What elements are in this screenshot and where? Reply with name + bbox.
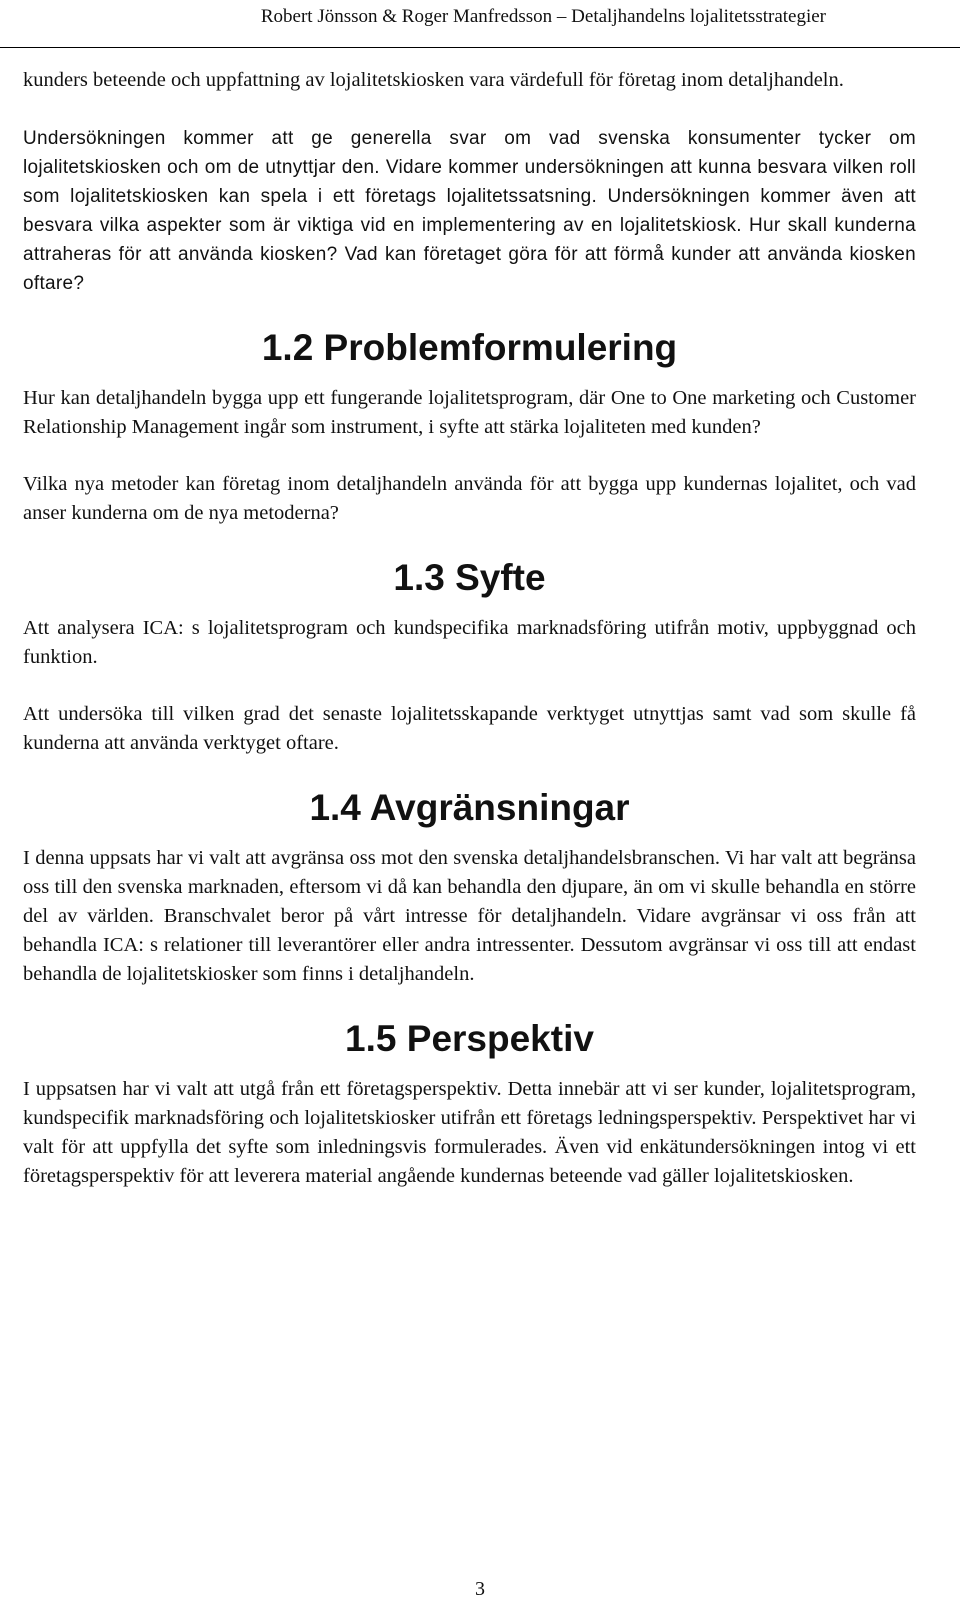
- intro-paragraph: Undersökningen kommer att ge generella svar om vad svenska konsumenter tycker om lojalitetskiosken och om de utnyttjar den. Vidare kommer undersökningen att kunna besvara vilken roll som lojalitetskiosken kan spela i ett företags lojalitetssatsning. Undersökningen kommer även att besvara vilka aspekter som är viktiga vid en implementering av en lojalitetskiosk. Hur skall kunderna attraheras för att använda kiosken? Vad kan företaget göra för att förmå kunder att använda kiosken oftare?: [23, 128, 916, 294]
- running-title: Robert Jönsson & Roger Manfredsson – Detaljhandelns lojalitetsstrategier: [260, 6, 826, 27]
- section-paragraph: I denna uppsats har vi valt att avgränsa oss mot den svenska detaljhandelsbranschen. Vi har valt att begränsa oss till den svenska marknaden, eftersom vi då kan behandla den djupare, än om vi skulle behandla en större del av världen. Branschvalet beror på vårt intresse för detaljhandeln. Vidare avgränsar vi oss från att behandla ICA: s relationer till leverantörer eller andra intressenter. Dessutom avgränsar vi oss till att endast behandla de lojalitetskiosker som finns i detaljhandeln.: [23, 847, 916, 985]
- section-heading-avgransningar: 1.4 Avgränsningar: [309, 787, 630, 828]
- section-paragraph: Att analysera ICA: s lojalitetsprogram och kundspecifika marknadsföring utifrån motiv, uppbyggnad och funktion.: [23, 617, 916, 668]
- section-paragraph: Hur kan detaljhandeln bygga upp ett fungerande lojalitetsprogram, där One to One marketing och Customer Relationship Management ingår som instrument, i syfte att stärka lojaliteten med kunden?: [23, 387, 916, 438]
- section-paragraph: Vilka nya metoder kan företag inom detaljhandeln använda för att bygga upp kundernas lojalitet, och vad anser kunderna om de nya metoderna?: [23, 473, 916, 524]
- section-heading-problemformulering: 1.2 Problemformulering: [261, 327, 678, 368]
- page-body: [23, 66, 916, 1191]
- intro-paragraph: kunders beteende och uppfattning av lojalitetskiosken vara värdefull för företag inom detaljhandeln.: [23, 69, 844, 91]
- page-number: 3: [475, 1578, 485, 1600]
- section-paragraph: Att undersöka till vilken grad det senaste lojalitetsskapande verktyget utnyttjas samt vad som skulle få kunderna att använda verktyget oftare.: [23, 703, 916, 754]
- running-header: [0, 0, 960, 48]
- section-heading-syfte: 1.3 Syfte: [393, 557, 546, 598]
- section-paragraph: I uppsatsen har vi valt att utgå från ett företagsperspektiv. Detta innebär att vi ser kunder, lojalitetsprogram, kundspecifik marknadsföring och lojalitetskiosker utifrån ett företags ledningsperspektiv. Perspektivet har vi valt för att uppfylla det syfte som inledningsvis formulerades. Även vid enkätundersökningen intog vi ett företagsperspektiv för att leverera material angående kundernas beteende vad gäller lojalitetskiosken.: [23, 1078, 916, 1187]
- section-heading-perspektiv: 1.5 Perspektiv: [345, 1018, 594, 1059]
